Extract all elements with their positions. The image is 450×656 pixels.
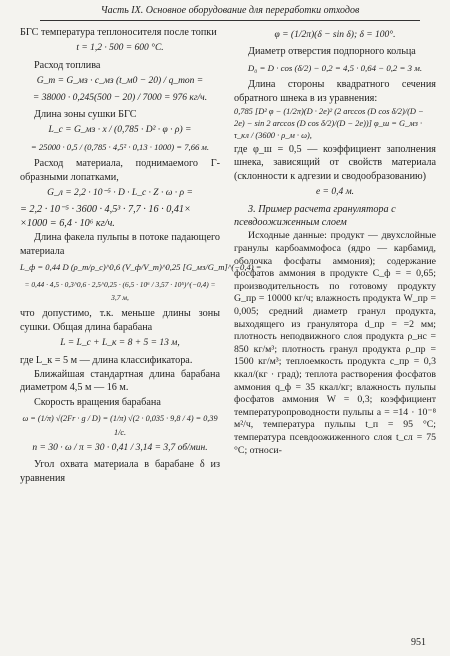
text-line: Ближайшая стандартная длина барабана диаметром 4,5 м — 16 м.: [20, 368, 220, 394]
text-line: Расход материала, поднимаемого Г-образными лопатками,: [20, 158, 220, 183]
equation: φ = (1/2π)(δ − sin δ); δ = 100°.: [274, 30, 396, 40]
left-column: [20, 26, 262, 486]
equation: = 25000 · 0,5 / (0,785 · 4,5² · 0,13 · 1000) = 7,66 м.: [30, 141, 210, 152]
text-line: Длина зоны сушки БГС: [34, 109, 137, 121]
equation: = 2,2 · 10⁻⁵ · 3600 · 4,5³ · 7,7 · 16 · 0,41× ×1000 = 6,4 · 10⁶ кг/ч.: [20, 204, 191, 229]
text-line: БГС температура теплоносителя после топки: [20, 27, 217, 38]
equation: ω = (1/π) √(2Fr · g / D) = (1/π) √(2 · 0,035 · 9,8 / 4) = 0,39 1/с.: [22, 414, 218, 437]
equation: D₀ = D · cos (δ/2) − 0,2 = 4,5 · 0,64 − 0,2 = 3 м.: [247, 62, 423, 73]
text-line: Угол охвата материала в барабане δ из уравнения: [20, 459, 220, 484]
equation: G_т = G_мз · c_мз (t_м0 − 20) / q_топ =: [36, 76, 204, 87]
equation: G_л = 2,2 · 10⁻⁵ · D · L_с · Z · ω · ρ =: [47, 188, 193, 199]
text-line: Скорость вращения барабана: [34, 396, 161, 408]
text-line: где φ_ш = 0,5 — коэффициент заполнения шнека, зависящий от свойств материала (склонности к адгезии и сводообразованию): [234, 144, 436, 182]
equation: L_с = G_мз · x / (0,785 · D² · φ · ρ) =: [48, 125, 192, 136]
running-header: Часть IX. Основное оборудование для переработки отходов: [40, 4, 420, 21]
text-line: Длина факела пульпы в потоке падающего материала: [20, 232, 220, 257]
text-line: где L_к = 5 м — длина классификатора.: [20, 354, 193, 366]
equation: L = L_с + L_к = 8 + 5 = 13 м,: [60, 338, 180, 349]
section-heading: 3. Пример расчета гранулятора с псевдоожиженным слоем: [234, 203, 396, 229]
text-line: Расход топлива: [34, 59, 101, 71]
equation: = 38000 · 0,245(500 − 20) / 7000 = 976 кг/ч.: [32, 92, 208, 103]
equation: t = 1,2 · 500 = 600 °С.: [76, 43, 164, 54]
page-number: 951: [411, 637, 426, 648]
equation: = 0,44 · 4,5 · 0,3^0,6 · 2,5^0,25 · (6,5 · 10⁶ / 3,57 · 10⁵)^(−0,4) = 3,7 м,: [24, 279, 216, 302]
paragraph: Исходные данные: продукт — двухслойные гранулы карбоаммофоса (ядро — карбамид, оболочка фосфаты аммония); содержание фосфатов аммония в продукте C_ф = = 0,65; производительность по готовому продукту G_пр = 10000 кг/ч; влажность продукта W_пр = 0,005; средний диаметр гранул продукта, выходящего из гранулятора d_пр = =2 мм; плотность неподвижного слоя продукта ρ_нс = 850 кг/м³; плотность гранул продукта ρ_пр = 1500 кг/м³; теплоемкость продукта c_пр = 0,3 ккал/(кг · град); теплота растворения фосфатов аммония q_ф = 35 ккал/кг; влажность пульпы фосфатов аммония W = 0,3; коэффициент температуропроводности пульпы a = =14 · 10⁻⁸ м²/ч, температура пульпы t_п = 95 °С; температура псевдоожиженного слоя t_сл = 75 °С; относи-: [234, 230, 436, 456]
equation: e = 0,4 м.: [315, 187, 355, 198]
equation: n = 30 · ω / π = 30 · 0,41 / 3,14 = 3,7 об/мин.: [32, 442, 208, 453]
right-column: [234, 26, 436, 458]
text-line: Длина стороны квадратного сечения обратного шнека в из уравнения:: [234, 79, 436, 104]
text-line: что допустимо, т.к. меньше длины зоны сушки. Общая длина барабана: [20, 308, 220, 333]
text-line: Диаметр отверстия подпорного кольца: [248, 46, 416, 58]
equation: 0,785 [D² φ − (1/2π)(D · 2e)² (2 arccos (D cos δ/2)/(D − 2e) − sin 2 arccos (D cos δ/2)/(D − 2e))] φ_ш = G_мз · τ_кл / (3600 · ρ_м · ω),: [234, 107, 424, 141]
equation: L_ф = 0,44 D (ρ_т/ρ_с)^0,6 (V_ф/V_т)^0,25 [G_мз/G_т]^(−0,4) =: [20, 262, 262, 273]
